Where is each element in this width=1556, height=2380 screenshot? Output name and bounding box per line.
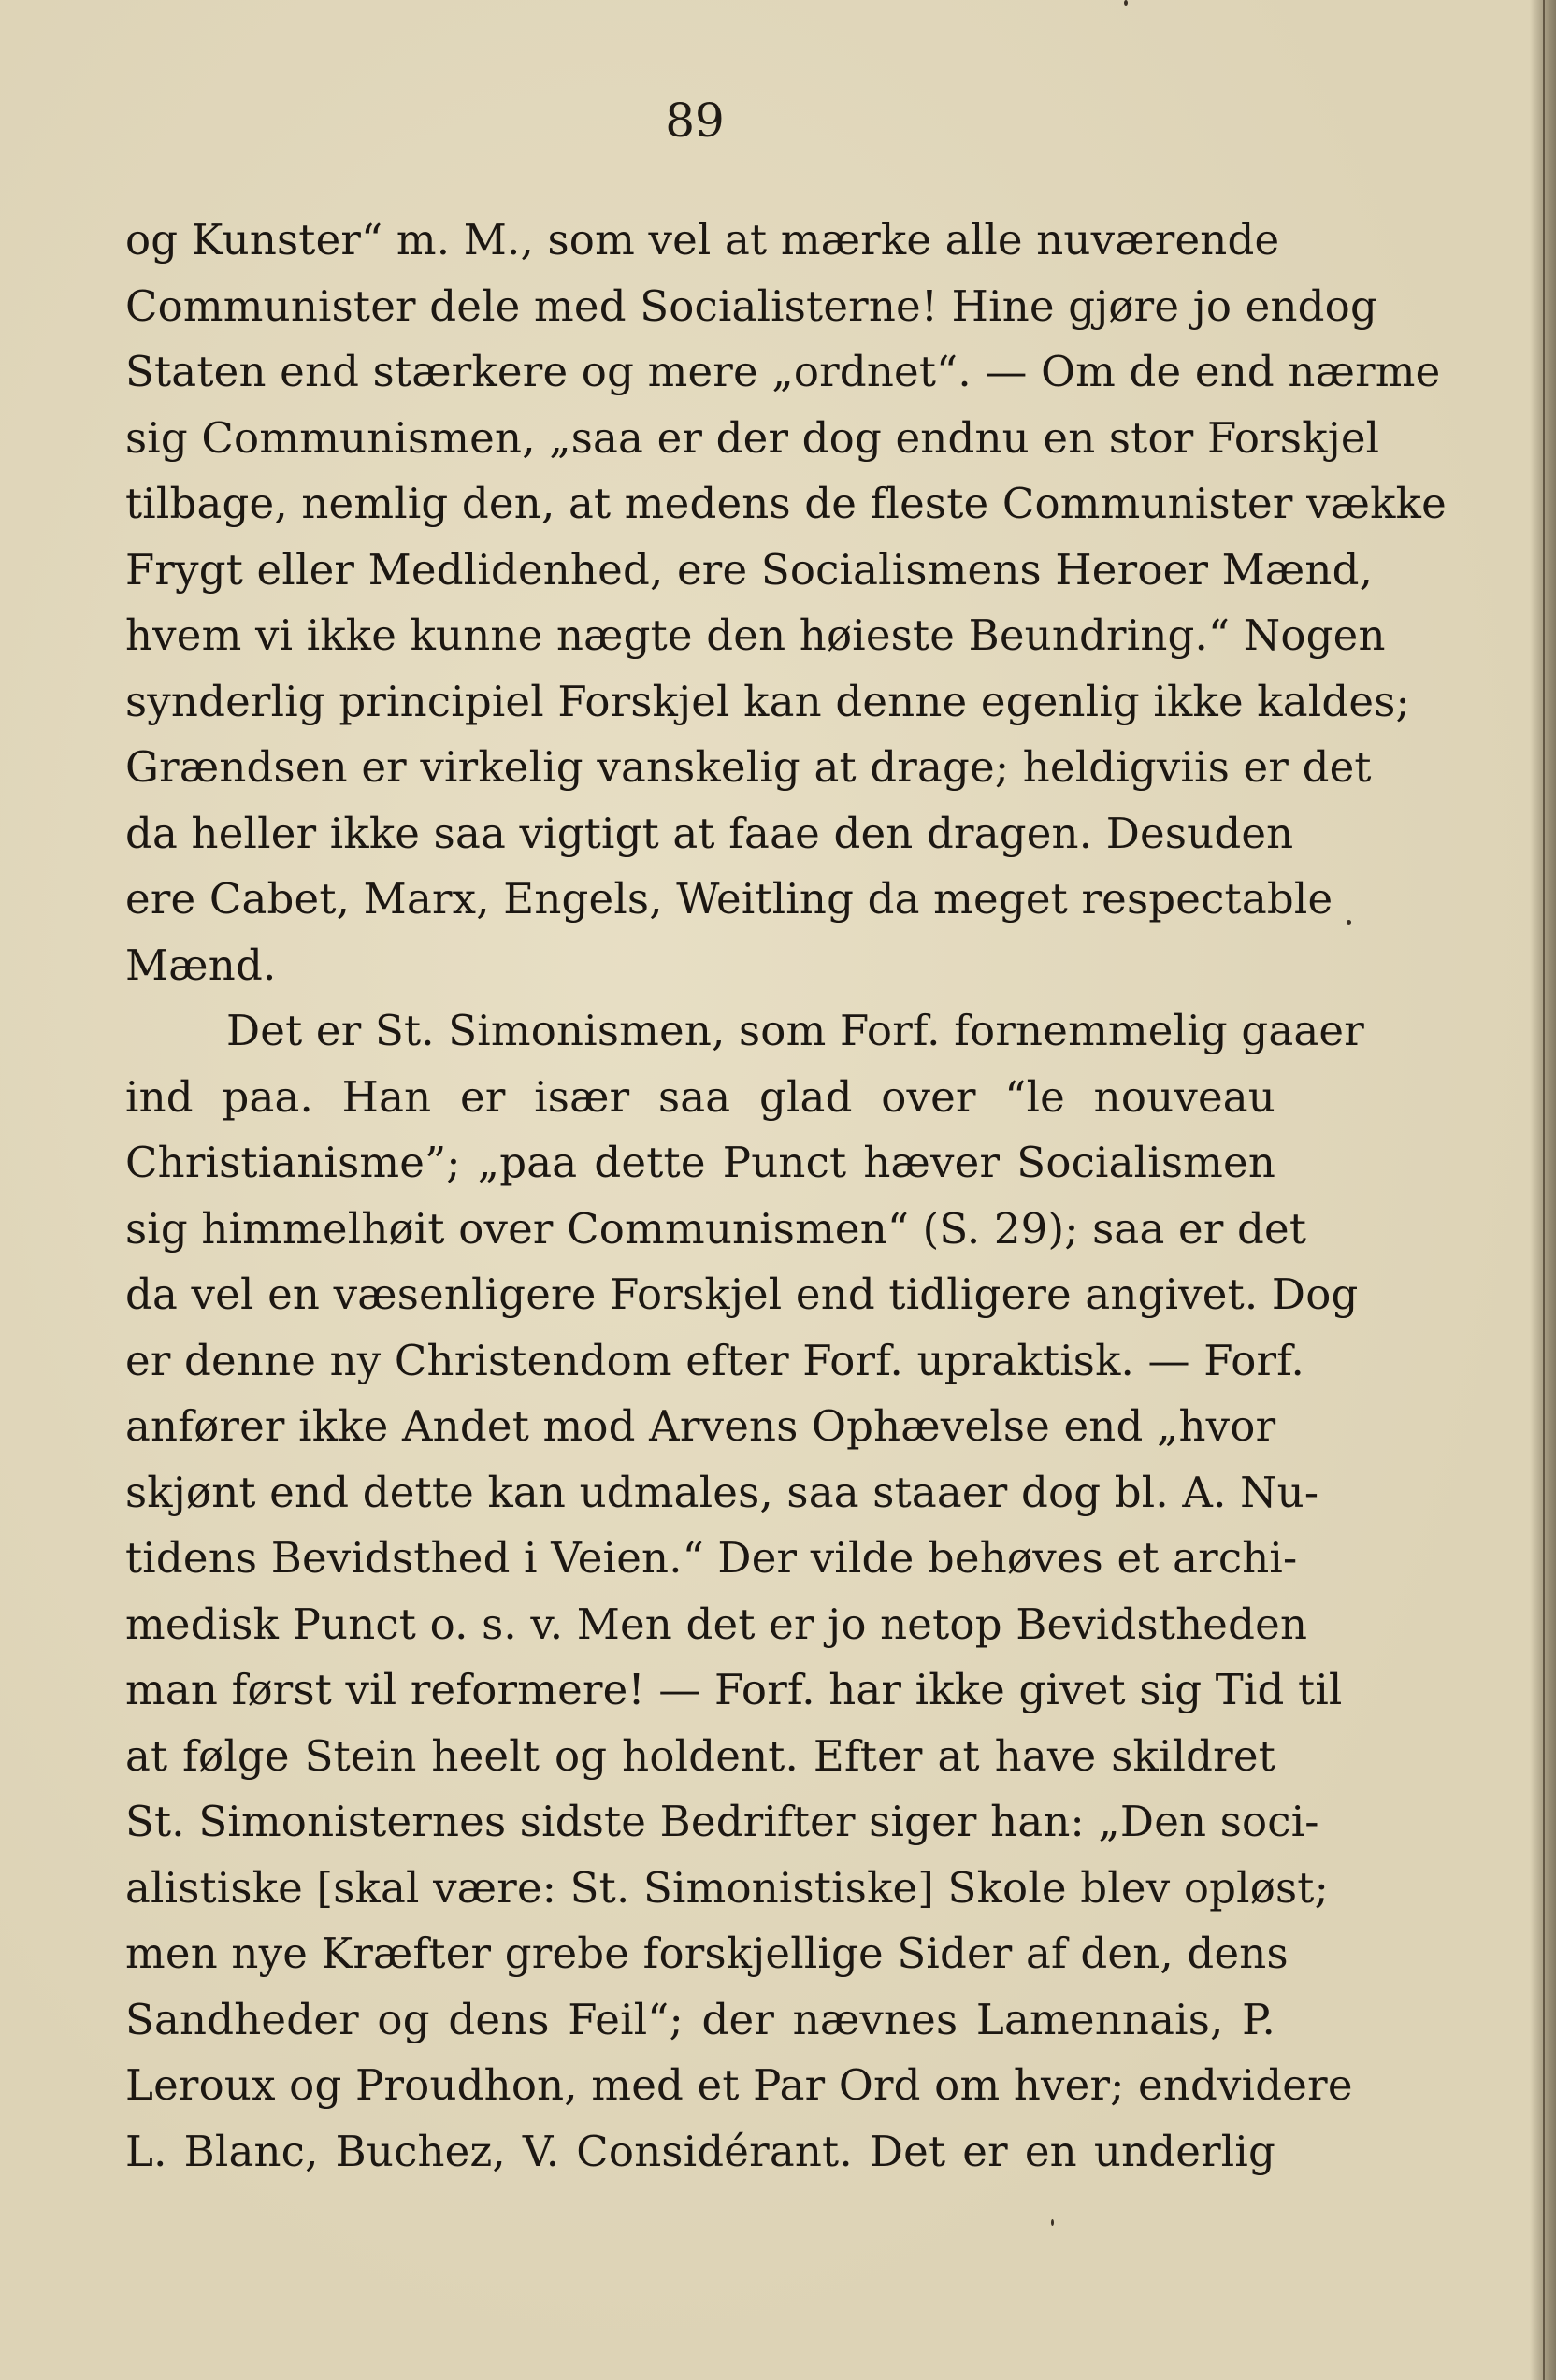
page-edge-line xyxy=(1543,0,1545,2380)
text-line: tilbage, nemlig den, at medens de fleste Communister vække xyxy=(125,479,1447,528)
text-line: er denne ny Christendom efter Forf. upraktisk. — Forf. xyxy=(125,1335,1304,1385)
text-line: Frygt eller Medlidenhed, ere Socialismens Heroer Mænd, xyxy=(125,544,1374,595)
text-line: og Kunster“ m. M., som vel at mærke alle nuværende xyxy=(125,215,1280,265)
text-line: Grændsen er virkelig vanskelig at drage; heldigviis er det xyxy=(125,742,1372,792)
paper-speck xyxy=(1051,2219,1054,2226)
text-line: L. Blanc, Buchez, V. Considérant. Det er en underlig xyxy=(125,2126,1275,2176)
paragraph-end-line: Mænd. xyxy=(125,939,277,990)
text-line: Communister dele med Socialisterne! Hine gjøre jo endog xyxy=(125,280,1377,331)
text-line: St. Simonisternes sidste Bedrifter siger han: „Den soci- xyxy=(125,1797,1319,1846)
paper-speck xyxy=(1124,0,1128,6)
text-line: sig himmelhøit over Communismen“ (S. 29); saa er det xyxy=(125,1203,1307,1254)
body-text xyxy=(125,208,1447,2185)
page-number: 89 xyxy=(665,93,725,148)
text-line: hvem vi ikke kunne nægte den høieste Beundring.“ Nogen xyxy=(125,610,1386,660)
text-line: ere Cabet, Marx, Engels, Weitling da meget respectable xyxy=(125,874,1333,924)
text-line: synderlig principiel Forskjel kan denne egenlig ikke kaldes; xyxy=(125,676,1410,726)
text-line: at følge Stein heelt og holdent. Efter at have skildret xyxy=(125,1730,1275,1781)
text-line: ind paa. Han er især saa glad over “le nouveau xyxy=(125,1071,1275,1122)
text-line: da vel en væsenligere Forskjel end tidligere angivet. Dog xyxy=(125,1269,1359,1319)
text-line: Leroux og Proudhon, med et Par Ord om hver; endvidere xyxy=(125,2060,1353,2110)
paper-speck xyxy=(1347,920,1351,925)
text-line: sig Communismen, „saa er der dog endnu en stor Forskjel xyxy=(125,412,1380,463)
paragraph-start-line: Det er St. Simonismen, som Forf. fornemmelig gaaer xyxy=(226,1006,1364,1055)
text-line: Christianisme”; „paa dette Punct hæver Socialismen xyxy=(125,1138,1275,1187)
text-line: medisk Punct o. s. v. Men det er jo netop Bevidstheden xyxy=(125,1599,1308,1649)
text-line: man først vil reformere! — Forf. har ikke givet sig Tid til xyxy=(125,1665,1343,1714)
text-line: tidens Bevidsthed i Veien.“ Der vilde behøves et archi- xyxy=(125,1533,1298,1583)
text-line: Staten end stærkere og mere „ordnet“. — Om de end nærme xyxy=(125,347,1441,396)
text-line: skjønt end dette kan udmales, saa staaer dog bl. A. Nu- xyxy=(125,1467,1319,1517)
text-line: men nye Kræfter grebe forskjellige Sider af den, dens xyxy=(125,1928,1289,1978)
text-line: Sandheder og dens Feil“; der nævnes Lamennais, P. xyxy=(125,1994,1275,2044)
text-line: anfører ikke Andet mod Arvens Ophævelse end „hvor xyxy=(125,1401,1276,1451)
text-line: da heller ikke saa vigtigt at faae den dragen. Desuden xyxy=(125,808,1294,858)
text-line: alistiske [skal være: St. Simonistiske] Skole blev opløst; xyxy=(125,1862,1329,1913)
